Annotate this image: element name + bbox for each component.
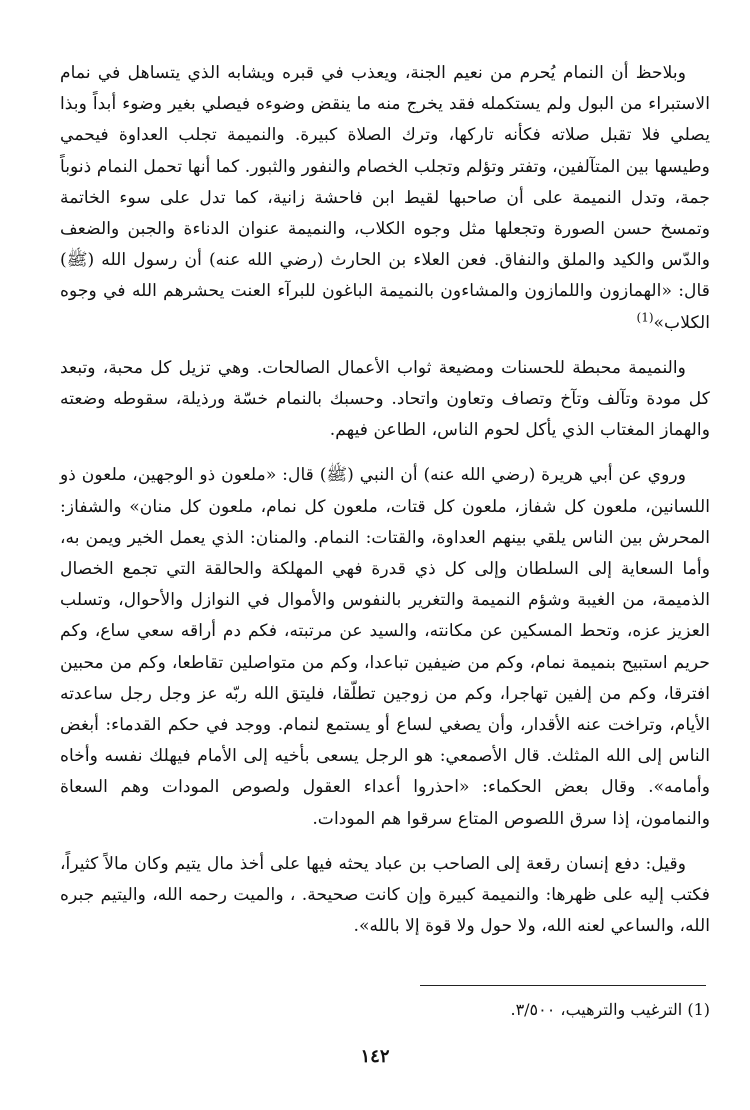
footnote-reference: (1): [636, 309, 654, 324]
page-number: ١٤٢: [360, 1046, 390, 1067]
paragraph-3: وروي عن أبي هريرة (رضي الله عنه) أن النبي (ﷺ) قال: «ملعون ذو الوجهين، ملعون ذو اللسانين، ملعون كل شفاز، ملعون كل قتات، ملعون كل نمام، ملعون كل منان» والشفاز: المحرش بين الناس يلقي بينهم العداوة، والقتات: النمام. والمنان: الذي يعمل الخير ويمن به، وأما السعاية إلى السلطان وإلى كل ذي قدرة فهي المهلكة والحالقة التي تجمع الخصال الذميمة، من الغيبة وشؤم النميمة والتغرير بالنفوس والأموال في النوازل والأحوال، وتسلب العزيز عزه، وتحط المسكين عن مكانته، والسيد عن مرتبته، فكم دم أراقه سعي ساع، وكم حريم استبيح بنميمة نمام، وكم من ضيفين تباعدا، وكم من متواصلين تقاطعا، وكم من محبين افترقا، وكم من إلفين تهاجرا، وكم من زوجين تطلّقا، فليتق الله ربّه عز وجل رجل ساعدته الأيام، وتراخت عنه الأقدار، وأن يصغي لساع أو يستمع لنمام. ووجد في حكم القدماء: أبغض الناس إلى الله المثلث. قال الأصمعي: هو الرجل يسعى بأخيه إلى الأمام فيهلك نفسه وأخاه وأمامه». وقال بعض الحكماء: «احذروا أعداء العقول ولصوص المودات وهم السعاة والنمامون، إذا سرق اللصوص المتاع سرقوا هم المودات.: [60, 465, 710, 829]
footnote: (1) الترغيب والترهيب، ٣/٥٠٠.: [510, 1000, 710, 1019]
body-text: [60, 58, 710, 942]
paragraph-1: [60, 58, 710, 339]
paragraph-1-text: وبلاحظ أن النمام يُحرم من نعيم الجنة، ويعذب في قبره ويشابه الذي يتساهل في نمام الاستبراء من البول ولم يستكمله فقد يخرج منه ما ينقض وضوءه فيصلي بغير وضوء أبداً وبذا يصلي فلا تقبل صلاته فكأنه تاركها، وترك الصلاة كبيرة. والنميمة تجلب العداوة فيحمي وطيسها بين المتآلفين، وتفتر وتؤلم وتجلب الخصام والنفور والثبور. كما أنها تحمل النمام ذنوباً جمة، وتدل النميمة على أن صاحبها لقيط ابن فاحشة زانية، كما تدل على سوء الخاتمة وتمسخ حسن الصورة وتجعلها مثل وجوه الكلاب، والنميمة عنوان الدناءة والجبن والضعف والدّس والكيد والملق والنفاق. فعن العلاء بن الحارث (رضي الله عنه) أن رسول الله (ﷺ) قال: «الهمازون واللمازون والمشاءون بالنميمة الباغون للبرآء العنت يحشرهم الله في وجوه الكلاب»: [60, 63, 710, 333]
paragraph-2: والنميمة محبطة للحسنات ومضيعة ثواب الأعمال الصالحات. وهي تزيل كل محبة، وتبعد كل مودة وتآلف وتآخ وتصاف وتعاون واتحاد. وحسبك بالنمام خسّة ورذيلة، سقوطه وضعته والهماز المغتاب الذي يأكل لحوم الناس، الطاعن فيهم.: [60, 357, 710, 441]
paragraph-4: وقيل: دفع إنسان رقعة إلى الصاحب بن عباد يحثه فيها على أخذ مال يتيم وكان مالاً كثيراً، فكتب إليه على ظهرها: والنميمة كبيرة وإن كانت صحيحة. ، والميت رحمه الله، واليتيم جبره الله، والساعي لعنه الله، ولا حول ولا قوة إلا بالله».: [60, 853, 710, 937]
footnote-divider: [420, 985, 706, 986]
